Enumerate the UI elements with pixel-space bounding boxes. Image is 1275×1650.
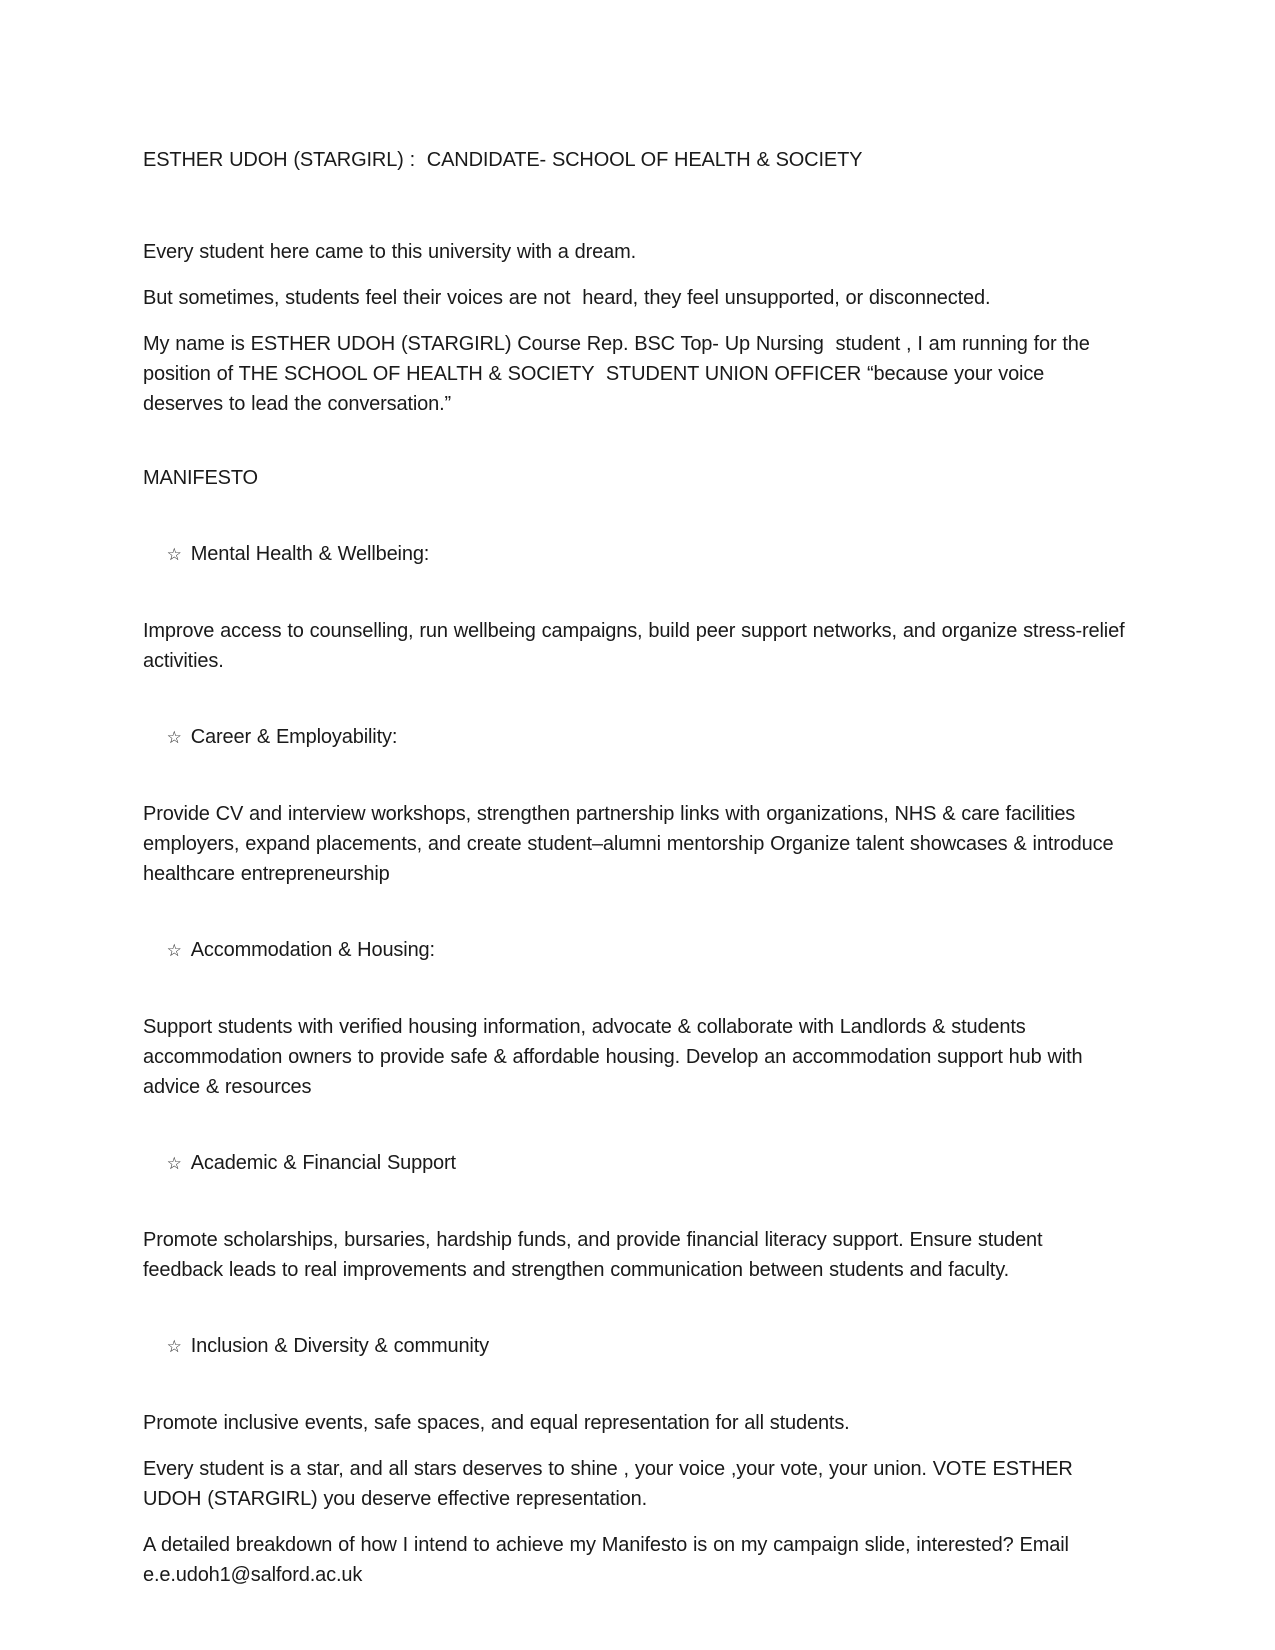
section-body-accommodation: Support students with verified housing information, advocate & collaborate with Landlords & students accommodation owners to provide safe & affordable housing. Develop an accommodation support hub with advice & resources: [143, 1016, 1089, 1098]
section-heading-mental-health: [143, 509, 1125, 600]
closing-paragraph-vote: Every student is a star, and all stars deserves to shine , your voice ,your vote, your union. VOTE ESTHER UDOH (STARGIRL) you deserve effective representation.: [143, 1458, 1079, 1510]
intro-paragraph-1: Every student here came to this university with a dream.: [143, 241, 636, 263]
section-heading-career: [143, 692, 1125, 783]
star-bullet-icon: ☆: [166, 545, 182, 564]
manifesto-heading: MANIFESTO: [143, 467, 258, 489]
section-heading-inclusion-diversity: [143, 1301, 1125, 1392]
star-bullet-icon: ☆: [166, 1337, 182, 1356]
section-heading-text: Mental Health & Wellbeing:: [190, 543, 430, 565]
document-title: ESTHER UDOH (STARGIRL) : CANDIDATE- SCHOOL OF HEALTH & SOCIETY: [143, 149, 863, 171]
star-bullet-icon: ☆: [166, 728, 182, 747]
section-heading-text: Career & Employability:: [190, 726, 398, 748]
star-bullet-icon: ☆: [166, 1154, 182, 1173]
section-body-academic-financial: Promote scholarships, bursaries, hardship funds, and provide financial literacy support. Ensure student feedback leads to real improvements and strengthen communication between students and faculty.: [143, 1229, 1049, 1281]
section-heading-academic-financial: [143, 1118, 1125, 1209]
star-bullet-icon: ☆: [166, 941, 182, 960]
section-heading-text: Academic & Financial Support: [190, 1152, 456, 1174]
section-heading-accommodation: [143, 905, 1125, 996]
closing-paragraph-contact: A detailed breakdown of how I intend to achieve my Manifesto is on my campaign slide, interested? Email e.e.udoh1@salford.ac.uk: [143, 1534, 1075, 1586]
section-body-mental-health: Improve access to counselling, run wellbeing campaigns, build peer support networks, and organize stress-relief activities.: [143, 620, 1131, 672]
section-body-inclusion-diversity: Promote inclusive events, safe spaces, and equal representation for all students.: [143, 1412, 850, 1434]
section-heading-text: Accommodation & Housing:: [190, 939, 435, 961]
section-body-career: Provide CV and interview workshops, strengthen partnership links with organizations, NHS & care facilities employers, expand placements, and create student–alumni mentorship Organize talent showcases & introduce healthcare entrepreneurship: [143, 803, 1120, 885]
intro-paragraph-2: But sometimes, students feel their voices are not heard, they feel unsupported, or disconnected.: [143, 287, 991, 309]
intro-paragraph-3: My name is ESTHER UDOH (STARGIRL) Course Rep. BSC Top- Up Nursing student , I am running for the position of THE SCHOOL OF HEALTH & SOCIETY STUDENT UNION OFFICER “because your voice deserves to lead the conversation.”: [143, 333, 1096, 415]
section-heading-text: Inclusion & Diversity & community: [190, 1335, 489, 1357]
